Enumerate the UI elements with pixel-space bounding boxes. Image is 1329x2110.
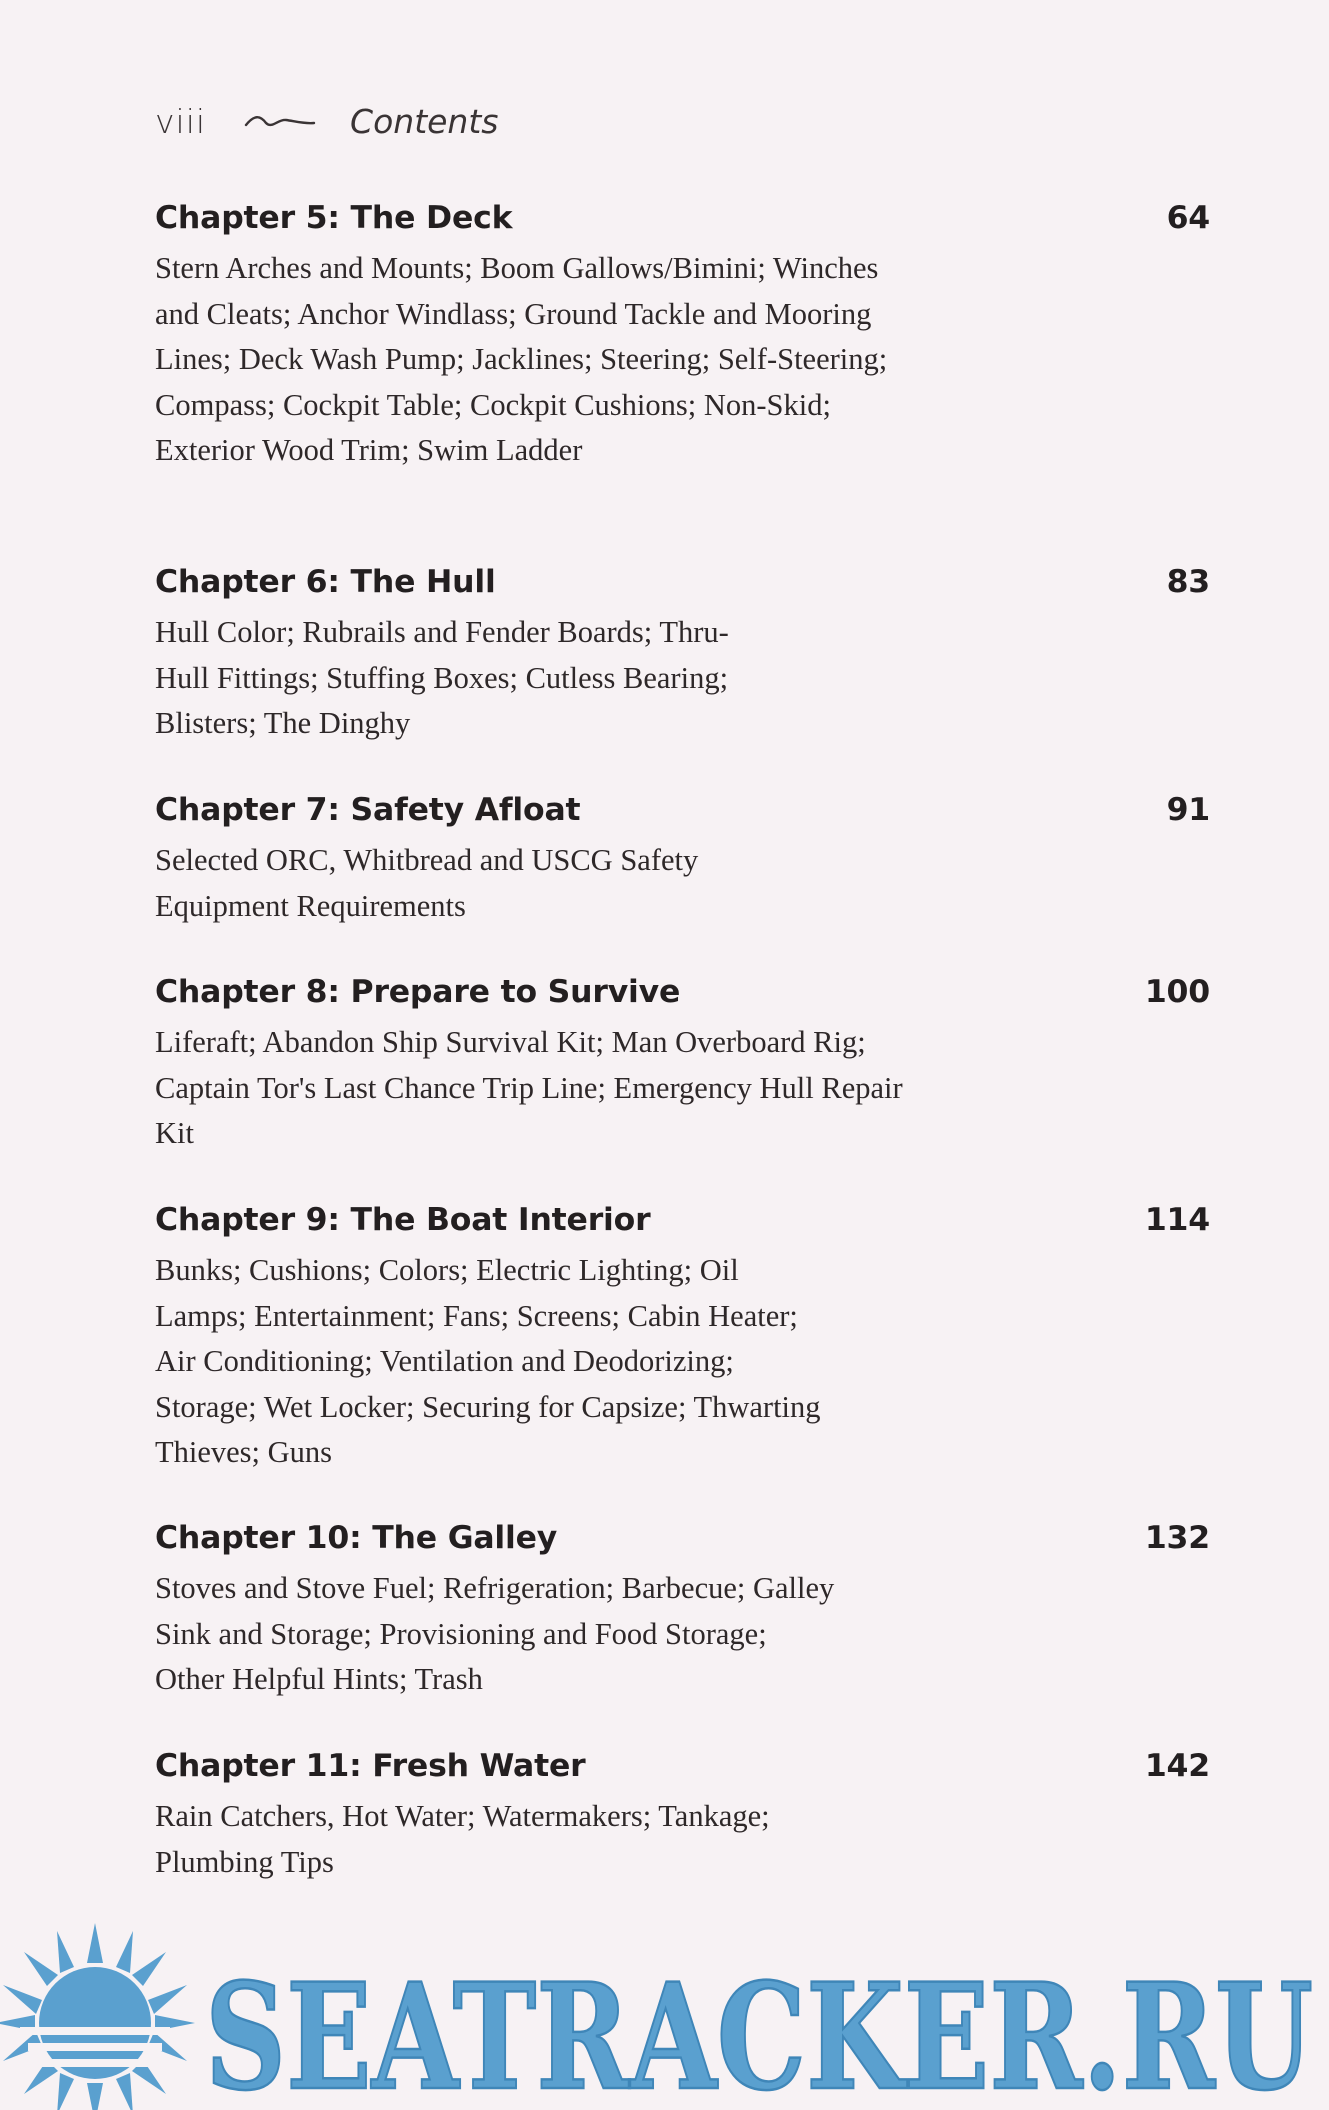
chapter-page-number: 114 [1144,1202,1210,1238]
running-head [155,102,498,141]
chapter-title: Chapter 11: Fresh Water [155,1748,586,1784]
chapter-page-number: 100 [1144,974,1210,1010]
chapter-topics: Hull Color; Rubrails and Fender Boards; Thru-Hull Fittings; Stuffing Boxes; Cutless Bearing; Blisters; The Dinghy [155,615,729,740]
toc-entry-chapter-10[interactable] [155,1520,1210,1703]
chapter-heading [155,974,1210,1020]
chapter-title: Chapter 6: The Hull [155,564,496,600]
chapter-topics: Rain Catchers, Hot Water; Watermakers; Tankage; Plumbing Tips [155,1799,770,1879]
chapter-topics: Selected ORC, Whitbread and USCG Safety Equipment Requirements [155,843,699,923]
chapter-topics: Bunks; Cushions; Colors; Electric Lighting; Oil Lamps; Entertainment; Fans; Screens; Cabin Heater; Air Conditioning; Ventilation and Deodorizing; Storage; Wet Locker; Securing for Capsize; Thwarting Thieves; Guns [155,1253,821,1469]
toc-entry-chapter-6[interactable] [155,564,1210,747]
chapter-topics: Stoves and Stove Fuel; Refrigeration; Barbecue; Galley Sink and Storage; Provisioning and Food Storage; Other Helpful Hints; Trash [155,1571,835,1696]
chapter-heading [155,792,1210,838]
chapter-title: Chapter 8: Prepare to Survive [155,974,681,1010]
watermark-text: SEATRACKER.RU [205,1952,1313,2110]
section-title: Contents [350,102,499,141]
swash-ornament-icon [244,111,316,133]
toc-entry-chapter-5[interactable] [155,200,1210,474]
chapter-heading [155,1748,1210,1794]
chapter-topics: Stern Arches and Mounts; Boom Gallows/Bimini; Winches and Cleats; Anchor Windlass; Ground Tackle and Mooring Lines; Deck Wash Pump; Jacklines; Steering; Self-Steering; Compass; Cockpit Table; Cockpit Cushions; Non-Skid; Exterior Wood Trim; Swim Ladder [155,251,888,467]
chapter-page-number: 83 [1166,564,1210,600]
toc-entry-chapter-7[interactable] [155,792,1210,929]
chapter-title: Chapter 9: The Boat Interior [155,1202,651,1238]
seatracker-watermark [0,1915,1329,2110]
chapter-heading [155,1520,1210,1566]
page-folio: viii [155,102,207,141]
toc-entry-chapter-11[interactable] [155,1748,1210,1885]
chapter-page-number: 64 [1166,200,1210,236]
chapter-title: Chapter 7: Safety Afloat [155,792,581,828]
toc-entry-chapter-8[interactable] [155,974,1210,1157]
chapter-title: Chapter 10: The Galley [155,1520,558,1556]
chapter-title: Chapter 5: The Deck [155,200,513,236]
chapter-page-number: 132 [1144,1520,1210,1556]
chapter-page-number: 91 [1166,792,1210,828]
chapter-topics: Liferaft; Abandon Ship Survival Kit; Man Overboard Rig; Captain Tor's Last Chance Trip Line; Emergency Hull Repair Kit [155,1025,903,1150]
chapter-heading [155,1202,1210,1248]
toc-entry-chapter-9[interactable] [155,1202,1210,1476]
chapter-heading [155,564,1210,610]
sun-logo-icon [0,1923,195,2110]
chapter-heading [155,200,1210,246]
chapter-page-number: 142 [1144,1748,1210,1784]
